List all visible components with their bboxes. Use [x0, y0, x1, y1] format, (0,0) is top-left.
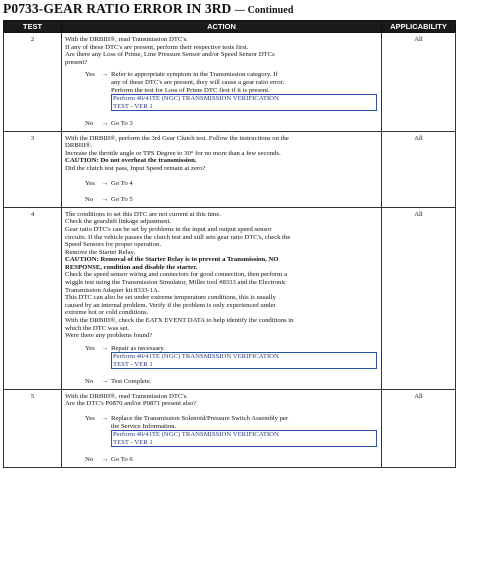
test-number: 5: [4, 389, 62, 467]
arrow-icon: →: [101, 415, 109, 422]
yes-label: Yes: [85, 179, 95, 187]
action-text: Did the clutch test pass, Input Speed remain at zero?: [65, 164, 206, 172]
table-row: [4, 389, 456, 467]
action-text: Speed Sensors for proper operation.: [65, 241, 162, 249]
action-text: Transmission Adapter kit 8333-1A.: [65, 286, 160, 294]
action-cell: [62, 33, 382, 132]
arrow-icon: →: [101, 378, 109, 386]
no-text: Test Complete.: [111, 378, 152, 386]
column-header-action: ACTION: [62, 21, 382, 33]
action-text: Were there any problems found?: [65, 332, 153, 340]
applicability: All: [382, 389, 456, 467]
arrow-icon: →: [101, 179, 109, 187]
no-text: Go To 5: [111, 196, 133, 204]
action-text: wiggle test using the Transmission Simulator, Miller tool #8333 and the Electronic: [65, 279, 287, 287]
caution-text: CAUTION: Do not overheat the transmission.: [65, 157, 197, 165]
action-text: extreme hot or cold conditions.: [65, 309, 149, 317]
arrow-icon: →: [101, 119, 109, 127]
action-text: Check the speed sensor wiring and connectors for good connection, then perform a: [65, 271, 287, 279]
action-text: present?: [65, 58, 88, 66]
action-text: With the DRBIII®, check the EATX EVENT DATA to help identify the conditions in: [65, 317, 294, 325]
arrow-icon: →: [101, 456, 109, 463]
action-cell: [62, 207, 382, 389]
test-number: 3: [4, 131, 62, 207]
yes-response: [65, 180, 378, 188]
action-text: which the DTC was set.: [65, 324, 130, 332]
continued-label: — Continued: [234, 5, 294, 16]
verification-test-link[interactable]: Perform 40/41TE (NGC) TRANSMISSION VERIFICATION TEST - VER 1: [111, 352, 377, 369]
page-title: [3, 1, 294, 17]
yes-text: any of these DTC's are present, they will cause a gear ratio error.: [111, 78, 285, 86]
no-label: No: [85, 456, 94, 463]
yes-label: Yes: [85, 415, 95, 422]
no-response: [65, 196, 378, 204]
no-response: [65, 120, 378, 128]
action-cell: [62, 131, 382, 207]
action-text: This DTC can also be set under extreme temperature conditions, this is usually: [65, 294, 276, 302]
table-row: [4, 131, 456, 207]
applicability: All: [382, 33, 456, 132]
no-text: Go To 6: [111, 456, 133, 463]
caution-text: CAUTION: Removal of the Starter Relay is to prevent a Transmission, NO: [65, 256, 279, 264]
test-number: 2: [4, 33, 62, 132]
action-text: The conditions to set this DTC are not current at this time.: [65, 210, 222, 218]
yes-text: Replace the Transmission Solenoid/Pressure Switch Assembly per: [111, 415, 289, 422]
page-title-text: P0733-GEAR RATIO ERROR IN 3RD: [3, 1, 232, 16]
yes-response: [65, 415, 378, 447]
action-text: With the DRBIII®, read Transmission DTC's.: [65, 36, 188, 43]
yes-text: Repair as necessary.: [111, 344, 165, 352]
yes-label: Yes: [85, 344, 95, 352]
action-text: DRBIII®.: [65, 142, 93, 150]
caution-text: RESPONSE, condition and disable the starter.: [65, 263, 198, 271]
yes-text: the Service Information.: [111, 422, 177, 430]
test-number: 4: [4, 207, 62, 389]
action-text: Gear ratio DTC's can be set by problems in the input and output speed sensor: [65, 225, 272, 233]
no-label: No: [85, 196, 94, 204]
action-text: Check the gearshift linkage adjustment.: [65, 218, 172, 226]
yes-text: Go To 4: [111, 179, 133, 187]
action-cell: [62, 389, 382, 467]
arrow-icon: →: [101, 71, 109, 79]
action-text: If any of these DTC's are present, perform their respective tests first.: [65, 43, 249, 51]
no-response: [65, 378, 378, 386]
table-row: [4, 33, 456, 132]
yes-text: Refer to appropriate symptom in the Transmission category. If: [111, 71, 278, 79]
verification-test-link[interactable]: Perform 40/41TE (NGC) TRANSMISSION VERIFICATION TEST - VER 1: [111, 94, 377, 111]
table-header-row: [4, 21, 456, 33]
arrow-icon: →: [101, 344, 109, 352]
column-header-applicability: APPLICABILITY: [382, 21, 456, 33]
yes-response: [65, 345, 378, 369]
yes-label: Yes: [85, 71, 95, 79]
action-text: Are there any Loss of Prime, Line Pressure Sensor and/or Speed Sensor DTCs: [65, 51, 275, 59]
action-text: caused by an internal problem. Verify if the problem is only experienced under: [65, 301, 276, 309]
no-label: No: [85, 119, 94, 127]
action-text: Are the DTC's P0870 and/or P0871 present also?: [65, 400, 197, 408]
no-label: No: [85, 378, 94, 386]
action-text: Increase the throttle angle or TPS Degree to 30° for no more than a few seconds.: [65, 149, 281, 157]
action-text: With the DRBIII®, read Transmission DTC's.: [65, 392, 188, 400]
action-text: With the DRBIII®, perform the 3rd Gear Clutch test. Follow the instructions on the: [65, 134, 289, 142]
verification-test-link[interactable]: Perform 40/41TE (NGC) TRANSMISSION VERIFICATION TEST - VER 1: [111, 430, 377, 447]
applicability: All: [382, 207, 456, 389]
yes-response: [65, 71, 378, 111]
applicability: All: [382, 131, 456, 207]
no-text: Go To 3: [111, 119, 133, 127]
table-row: [4, 207, 456, 389]
no-response: [65, 456, 378, 464]
diagnostic-procedure-table: [3, 20, 456, 468]
action-text: circuits. If the vehicle passes the clutch test and still sets gear ratio DTC's, check the: [65, 233, 291, 241]
action-text: Remove the Starter Relay.: [65, 248, 136, 256]
column-header-test: TEST: [4, 21, 62, 33]
arrow-icon: →: [101, 196, 109, 204]
yes-text: Perform the test for Loss of Prime DTC first if it is present.: [111, 86, 270, 94]
